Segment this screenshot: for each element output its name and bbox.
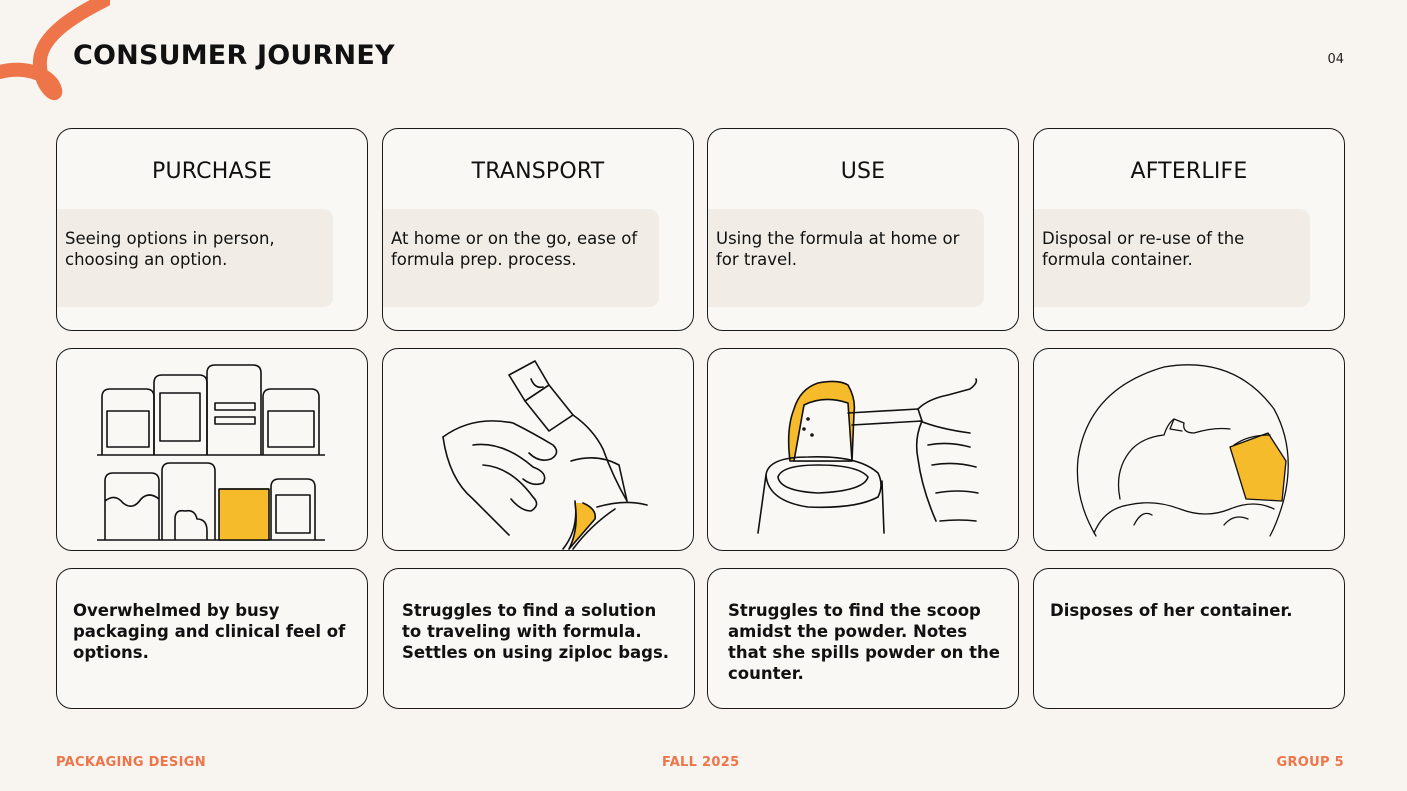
stage-title: USE [840, 159, 886, 184]
stage-card-purchase [56, 128, 368, 331]
stage-description: Seeing options in person, choosing an option. [57, 209, 333, 307]
footer-term: FALL 2025 [662, 755, 740, 770]
stage-title: TRANSPORT [471, 159, 605, 184]
page-title: CONSUMER JOURNEY [73, 40, 395, 71]
stage-card-transport [382, 128, 694, 331]
footer-course: PACKAGING DESIGN [56, 755, 206, 770]
stage-card-afterlife [1033, 128, 1345, 331]
observation-card-purchase: Overwhelmed by busy packaging and clinical feel of options. [56, 568, 368, 709]
stage-description: Disposal or re-use of the formula container. [1034, 209, 1310, 307]
purchase-illustration [56, 348, 368, 551]
page-number: 04 [1327, 52, 1344, 67]
stage-description: At home or on the go, ease of formula prep. process. [383, 209, 659, 307]
use-illustration [707, 348, 1019, 551]
observation-card-transport: Struggles to find a solution to traveling with formula. Settles on using ziploc bags. [383, 568, 695, 709]
footer-group: GROUP 5 [1276, 755, 1344, 770]
stage-card-use [707, 128, 1019, 331]
transport-illustration [382, 348, 694, 551]
afterlife-illustration [1033, 348, 1345, 551]
observation-card-afterlife: Disposes of her container. [1033, 568, 1345, 709]
stage-description: Using the formula at home or for travel. [708, 209, 984, 307]
stage-title: AFTERLIFE [1130, 159, 1248, 184]
stage-title: PURCHASE [152, 159, 272, 184]
observation-card-use: Struggles to find the scoop amidst the powder. Notes that she spills powder on the counter. [707, 568, 1019, 709]
